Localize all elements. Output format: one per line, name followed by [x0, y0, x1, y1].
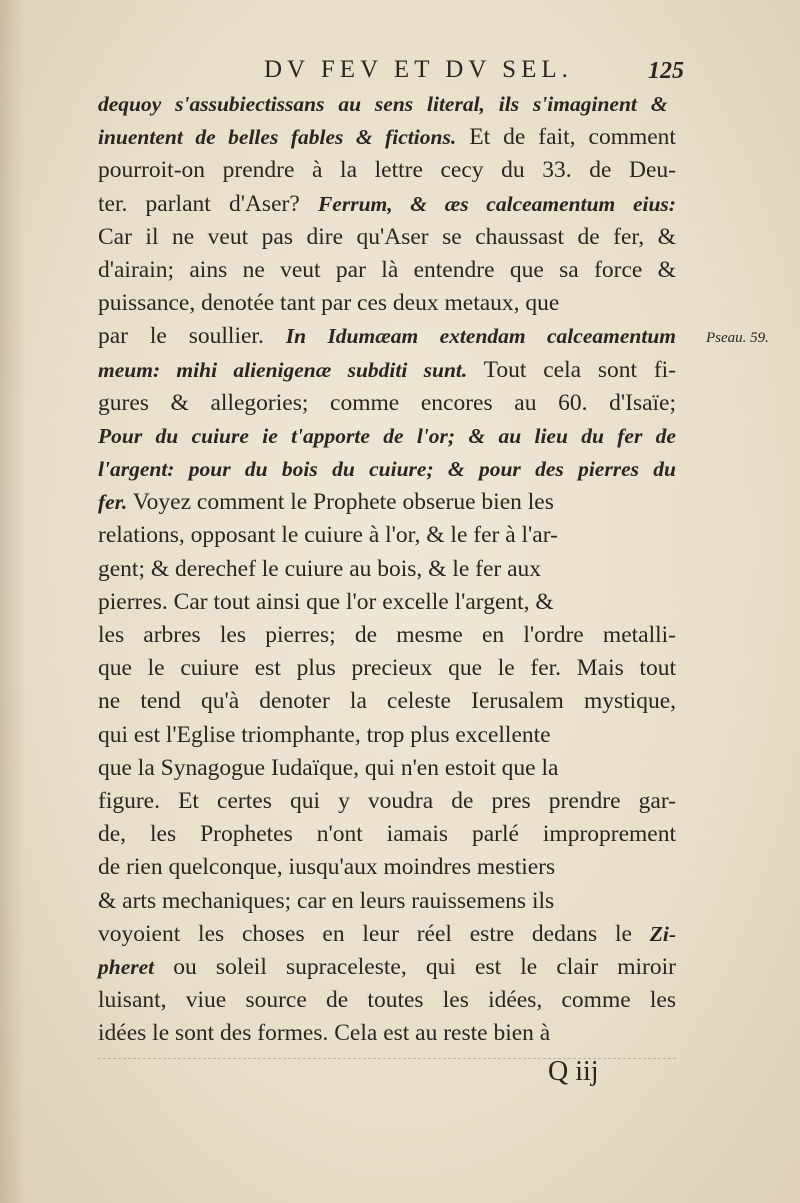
text-line: figure. Et certes qui y voudra de pres prendre gar-	[98, 787, 677, 814]
text-line: de rien quelconque, iusqu'aux moindres mestiers	[98, 854, 556, 881]
text-line: fer. Voyez comment le Prophete obserue bien les	[98, 489, 554, 516]
text-line: pourroit-on prendre à la lettre cecy du 33. de Deu-	[98, 157, 676, 184]
text-line: inuentent de belles fables & fictions. Et de fait, comment	[98, 124, 676, 151]
running-head: DV FEV ET DV SEL.	[264, 56, 573, 83]
text-line: d'airain; ains ne veut par là entendre que sa force &	[98, 256, 676, 283]
text-line: de, les Prophetes n'ont iamais parlé improprement	[98, 821, 677, 848]
margin-note: Pseau. 59.	[706, 330, 769, 346]
text-line: luisant, viue source de toutes les idées, comme les	[98, 987, 676, 1014]
text-line: qui est l'Eglise triomphante, trop plus excellente	[98, 721, 551, 748]
signature-mark: Q iij	[548, 1056, 599, 1087]
text-line: les arbres les pierres; de mesme en l'ordre metalli-	[98, 622, 676, 648]
text-line: pheret ou soleil supraceleste, qui est le clair miroir	[98, 953, 676, 980]
spine-shadow	[0, 0, 26, 1203]
text-line: Pour du cuiure ie t'apporte de l'or; & au lieu du fer de	[98, 423, 676, 448]
text-line: que le cuiure est plus precieux que le fer. Mais tout	[98, 655, 677, 682]
body-text	[98, 88, 698, 1050]
text-line: gures & allegories; comme encores au 60. d'Isaïe;	[98, 389, 677, 416]
text-line: Car il ne veut pas dire qu'Aser se chaussast de fer, &	[98, 223, 676, 250]
page-header	[104, 52, 684, 92]
text-line: meum: mihi alienigenæ subditi sunt. Tout cela sont fi-	[98, 356, 676, 383]
text-line: relations, opposant le cuiure à l'or, & le fer à l'ar-	[98, 522, 558, 549]
text-line: & arts mechaniques; car en leurs rauissemens ils	[98, 887, 555, 914]
text-line: ter. parlant d'Aser? Ferrum, & æs calceamentum eius:	[98, 190, 676, 217]
text-line: par le soullier. In Idumæam extendam calceamentum	[98, 323, 676, 350]
text-line: l'argent: pour du bois du cuiure; & pour des pierres du	[98, 457, 676, 482]
text-line: que la Synagogue Iudaïque, qui n'en estoit que la	[98, 754, 559, 781]
text-line: dequoy s'assubiectissans au sens literal, ils s'imaginent &	[98, 92, 668, 116]
text-line: voyoient les choses en leur réel estre dedans le Zi-	[98, 920, 677, 947]
text-line: idées le sont des formes. Cela est au reste bien à	[98, 1020, 551, 1047]
text-line: gent; & derechef le cuiure au bois, & le fer aux	[98, 555, 542, 582]
page-number: 125	[648, 58, 684, 84]
text-line: ne tend qu'à denoter la celeste Ierusalem mystique,	[98, 688, 676, 715]
text-line: puissance, denotée tant par ces deux metaux, que	[98, 290, 560, 317]
text-line: pierres. Car tout ainsi que l'or excelle l'argent, &	[98, 588, 554, 615]
